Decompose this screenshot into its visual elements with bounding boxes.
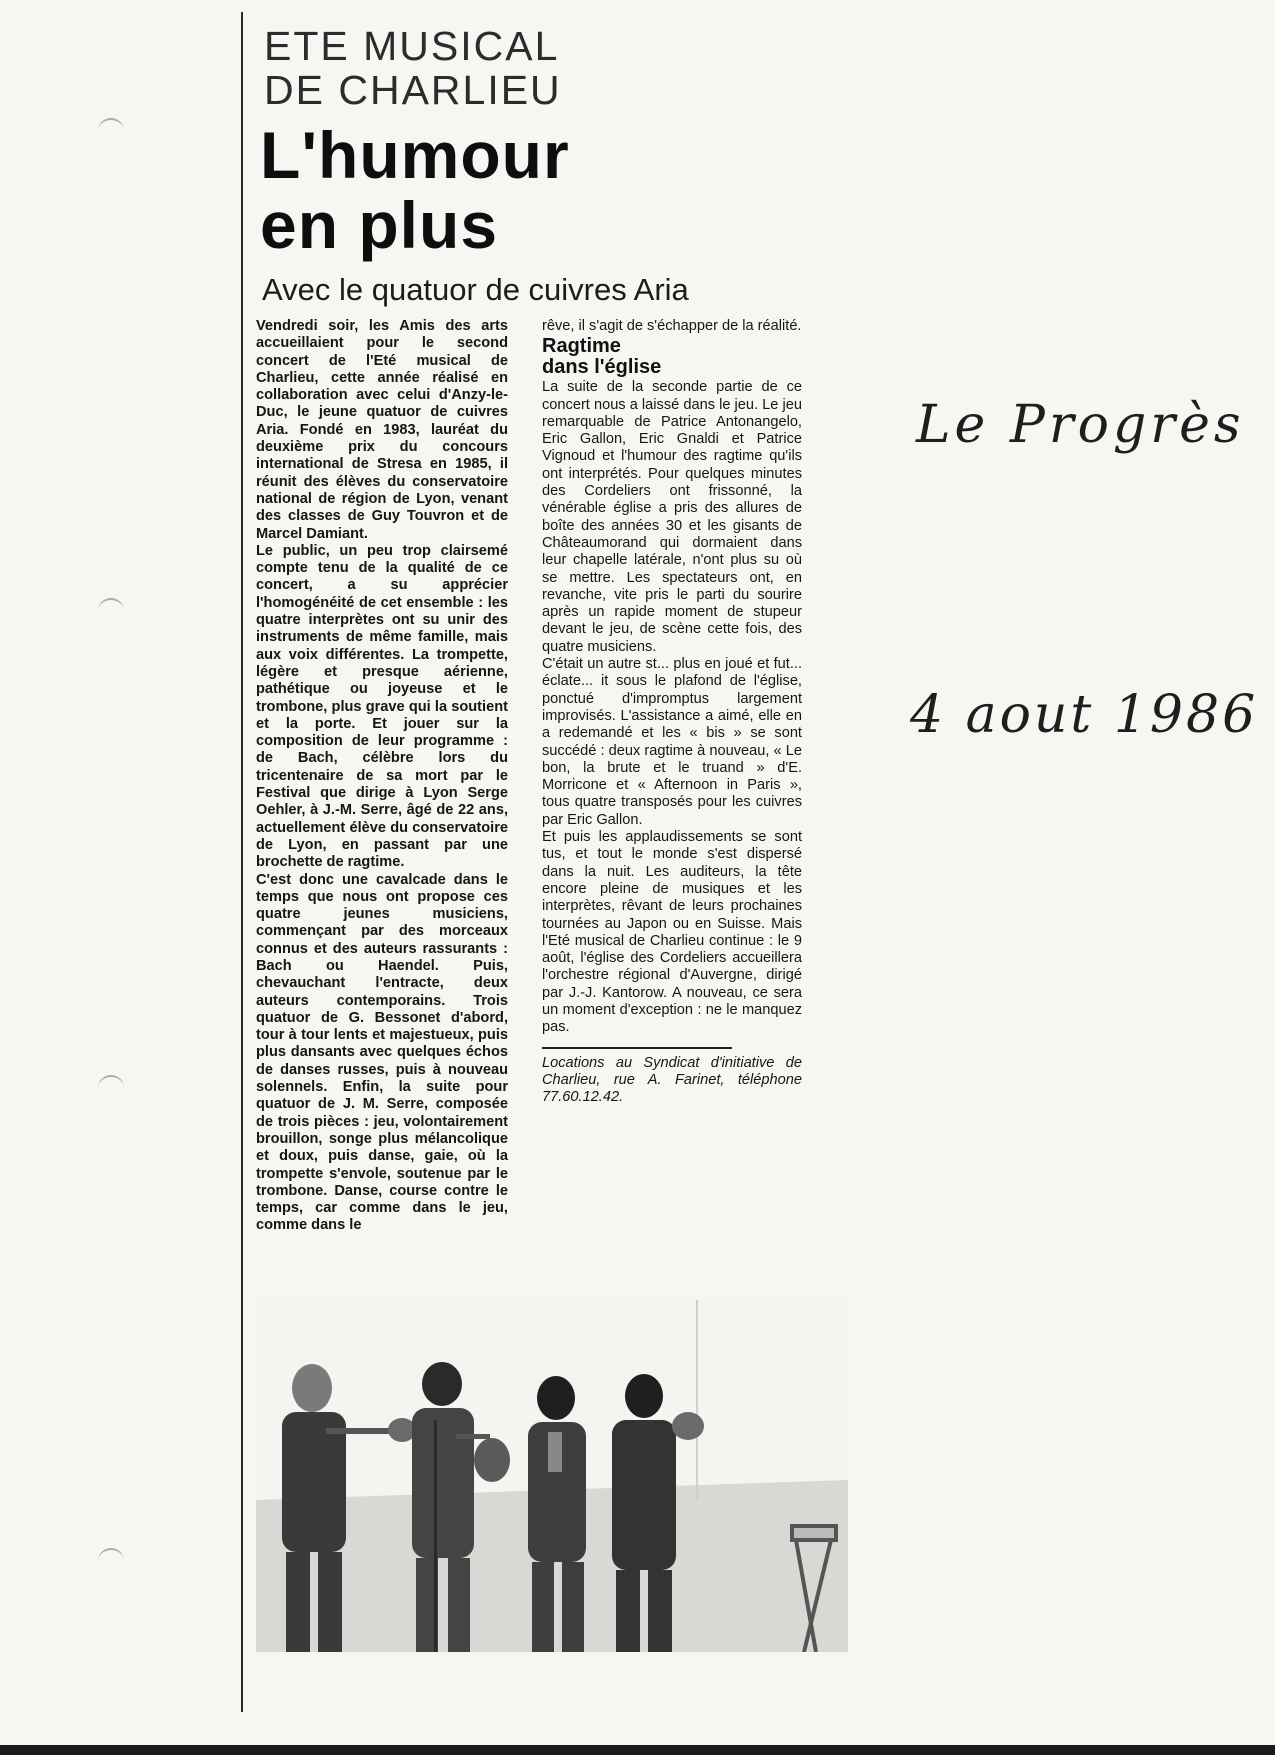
quartet-photo-illustration — [256, 1300, 848, 1652]
left-column-rule — [241, 12, 243, 1712]
paragraph: Vendredi soir, les Amis des arts accueillaient pour le second concert de l'Eté musical de Charlieu, cette année réalisé en collaboration avec celui d'Anzy-le-Duc, le jeune quatuor de cuivres Aria. Fondé en 1983, lauréat du deuxième prix du concours international de Stresa en 1985, il réunit des élèves du conservatoire national de région de Lyon, venant des classes de Guy Touvron et de Marcel Damiant. — [256, 318, 508, 542]
punch-hole-mark — [98, 598, 124, 614]
paragraph: C'est donc une cavalcade dans le temps que nous ont propose ces quatre jeunes musiciens, commençant par des morceaux connus et des auteurs rassurants : Bach ou Haendel. Puis, chevauchant l'entracte, deux auteurs contemporains. Trois quatuor de G. Bessonet d'abord, tour à tour lents et majestueux, puis plus dansants avec quelques échos de danses russes, puis à nouveau solennels. Enfin, la suite pour quatuor de J. M. Serre, composée de trois pièces : jeu, volontairement brouillon, songe plus mélancolique et doux, puis danse, gaie, où la trompette s'envole, soutenue par le trombone. Danse, course contre le temps, car comme dans le jeu, comme dans le — [256, 871, 508, 1234]
paragraph: Et puis les applaudissements se sont tus, et tout le monde s'est dispersé dans la nuit. Les auditeurs, la tête encore pleine de musiques et les interprètes, rêvant de leurs prochaines tournées au Japon ou en Suisse. Mais l'Eté musical de Charlieu continue : le 9 août, l'église des Cordeliers accueillera l'orchestre régional d'Auvergne, dirigé par J.-J. Kantorow. A nouveau, ce sera un moment d'exception : ne le manquez pas. — [542, 829, 802, 1036]
punch-hole-mark — [98, 1548, 124, 1564]
punch-hole-mark — [98, 118, 124, 134]
kicker-line: ETE MUSICAL — [264, 23, 560, 69]
subhead: Avec le quatuor de cuivres Aria — [262, 272, 689, 307]
headline — [260, 120, 570, 260]
paragraph: C'était un autre st... plus en joué et fut... éclate... it sous le plafond de l'église, ponctué d'impromptus largement improvisés. L'assistance a aimé, elle en a redemandé et les « bis » se sont succédé : deux ragtime à nouveau, « Le bon, la brute et le truand » d'E. Morricone et « Afternoon in Paris », tous quatre transposés pour les cuivres par Eric Gallon. — [542, 656, 802, 828]
paragraph: rêve, il s'agit de s'échapper de la réalité. — [542, 318, 802, 334]
locations-note: Locations au Syndicat d'initiative de Charlieu, rue A. Farinet, téléphone 77.60.12.42. — [542, 1054, 802, 1106]
section-title-line: dans l'église — [542, 356, 662, 379]
section-title — [542, 336, 802, 378]
kicker-line: DE CHARLIEU — [264, 67, 562, 113]
quartet-photo — [256, 1300, 848, 1652]
headline-line: en plus — [260, 188, 499, 262]
paragraph: La suite de la seconde partie de ce concert nous a laissé dans le jeu. Le jeu remarquable de Patrice Antonangelo, Eric Gallon, Eric Gnaldi et Patrice Vignoud et l'humour des ragtime qu'ils ont interprétés. Pour quelques minutes des Cordeliers ont frissonné, la vénérable église a pris des allures de boîte des années 30 et les gisants de Châteaumorand qui dormaient dans leur chapelle latérale, n'ont plus su où se mettre. Les spectateurs ont, en revanche, vite pris le parti du sourire après un rapide moment de stupeur devant le jeu, de scène cette fois, des quatre musiciens. — [542, 379, 802, 655]
paragraph: Le public, un peu trop clairsemé compte tenu de la qualité de ce concert, a su apprécier l'homogénéité de cet ensemble : les quatre interprètes ont su unir des instruments de même famille, mais aux voix différentes. La trompette, légère et presque aérienne, pathétique ou joyeuse et le trombone, plus grave qui la soutient et la porte. Et jouer sur la composition de leur programme : de Bach, célèbre lors du tricentenaire de sa mort par le Festival que dirige à Lyon Serge Oehler, à J.-M. Serre, âgé de 22 ans, actuellement élève du conservatoire de Lyon, en passant par une brochette de ragtime. — [256, 542, 508, 871]
section-rule — [542, 1047, 732, 1049]
article-column-2 — [542, 318, 802, 1106]
handwritten-newspaper-name: Le Progrès — [916, 395, 1245, 455]
punch-hole-mark — [98, 1075, 124, 1091]
kicker — [264, 24, 562, 112]
article-column-1 — [256, 318, 508, 1235]
headline-line: L'humour — [260, 118, 570, 192]
handwritten-date: 4 aout 1986 — [910, 685, 1259, 745]
scan-bottom-edge — [0, 1745, 1275, 1755]
section-title-line: Ragtime — [542, 335, 621, 358]
